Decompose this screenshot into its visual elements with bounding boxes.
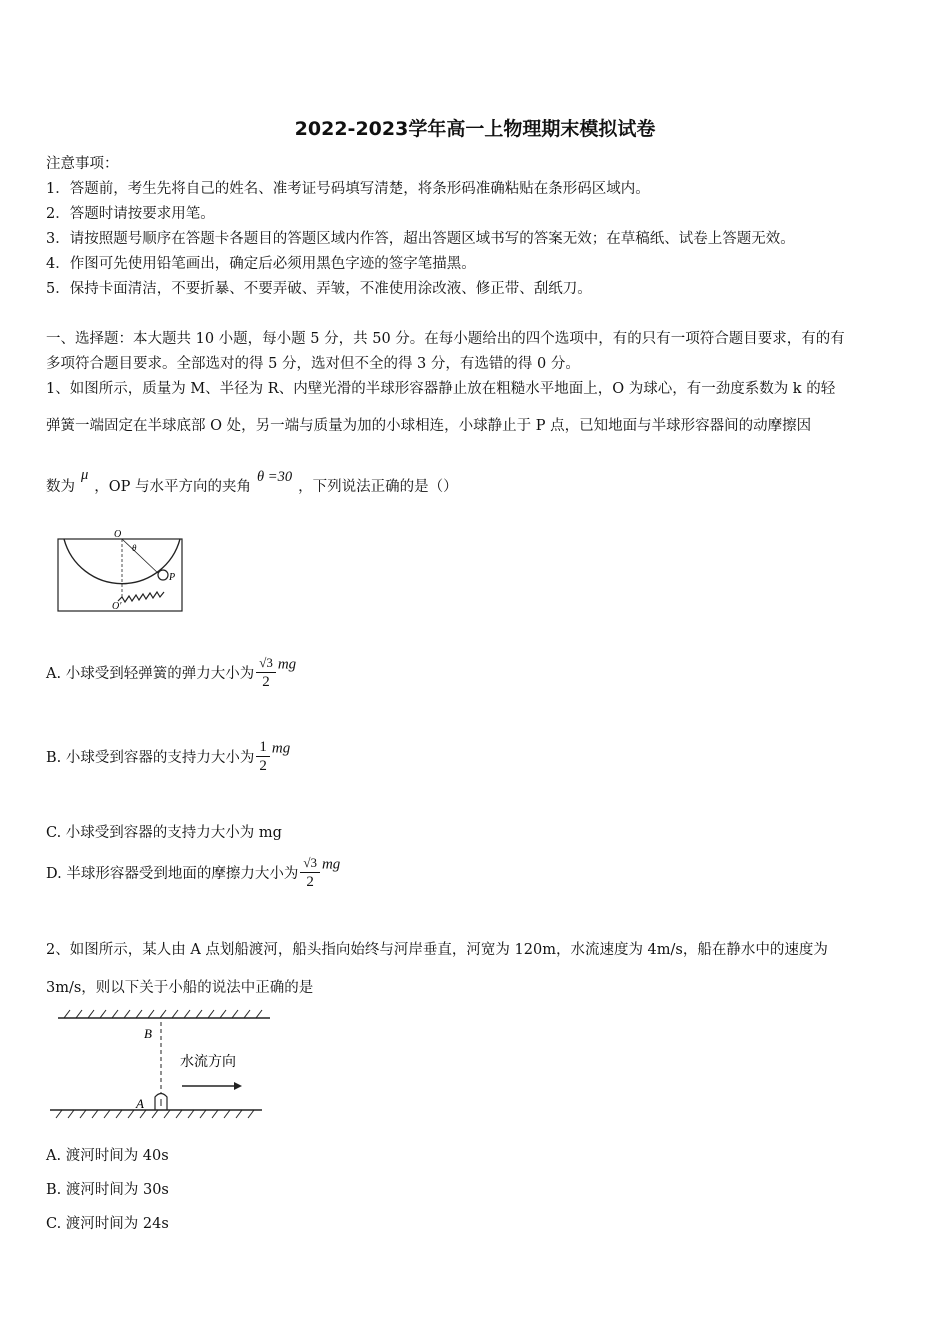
q1-figure xyxy=(50,525,190,620)
page-title: 2022-2023学年高一上物理期末模拟试卷 xyxy=(294,118,656,140)
q1-option-a-text: A. 小球受到轻弹簧的弹力大小为 xyxy=(46,666,255,682)
label-a: A xyxy=(136,1096,144,1111)
section-intro-line-2: 多项符合题目要求。全部选对的得 5 分，选对但不全的得 3 分，有选错的得 0 分。 xyxy=(46,356,580,372)
label-water-flow: 水流方向 xyxy=(180,1054,236,1070)
label-p: P xyxy=(169,572,176,583)
fraction-sqrt3-over-2: $\frac{√3}{2}$ xyxy=(300,854,320,891)
label-o-bottom: O′ xyxy=(112,601,122,612)
q1-option-d-text: D. 半球形容器受到地面的摩擦力大小为 xyxy=(46,866,299,882)
notice-item-2: 2．答题时请按要求用笔。 xyxy=(46,206,215,222)
section-intro-line-1: 一、选择题：本大题共 10 小题，每小题 5 分，共 50 分。在每小题给出的四个选项中，有的只有一项符合题目要求，有的有 xyxy=(46,331,845,347)
q2-figure xyxy=(44,1004,274,1132)
notice-item-5: 5．保持卡面清洁，不要折暴、不要弄破、弄皱，不准使用涂改液、修正带、刮纸刀。 xyxy=(46,281,592,297)
label-b: B xyxy=(144,1026,152,1041)
notice-heading: 注意事项： xyxy=(46,156,119,172)
fraction-1-over-2: $\frac{1}{2}$ xyxy=(256,738,270,775)
q1-text-c: ，下列说法正确的是（） xyxy=(298,479,458,495)
q2-stem-line-1: 2、如图所示，某人由 A 点划船渡河，船头指向始终与河岸垂直，河宽为 120m，水流速度为 4m/s，船在静水中的速度为 xyxy=(46,942,828,958)
q1-text-a: 数为 xyxy=(46,479,75,495)
theta-value: θ =30 xyxy=(257,469,293,485)
q1-stem-line-2: 弹簧一端固定在半球底部 O 处，另一端与质量为加的小球相连，小球静止于 P 点，已知地面与半球形容器间的动摩擦因 xyxy=(46,418,812,434)
q1-option-d[interactable]: D. 半球形容器受到地面的摩擦力大小为 $\frac{√3}{2}$ mg xyxy=(46,855,341,890)
q2-option-a[interactable]: A. 渡河时间为 40s xyxy=(46,1148,169,1164)
label-theta: θ xyxy=(132,543,137,553)
q1-option-c[interactable]: C. 小球受到容器的支持力大小为 mg xyxy=(46,825,282,841)
q1-option-b[interactable]: B. 小球受到容器的支持力大小为 $\frac{1}{2}$ mg xyxy=(46,739,291,774)
mu-symbol: μ xyxy=(81,467,89,483)
q1-option-b-text: B. 小球受到容器的支持力大小为 xyxy=(46,750,255,766)
q1-stem-line-3 xyxy=(46,467,458,496)
q2-option-b[interactable]: B. 渡河时间为 30s xyxy=(46,1182,169,1198)
arrow-right-icon xyxy=(234,1082,242,1090)
q1-text-b: ，OP 与水平方向的夹角 xyxy=(94,479,252,495)
q1-stem-line-1: 1、如图所示，质量为 M、半径为 R、内壁光滑的半球形容器静止放在粗糙水平地面上，O 为球心，有一劲度系数为 k 的轻 xyxy=(46,381,836,397)
notice-item-4: 4．作图可先使用铅笔画出，确定后必须用黑色字迹的签字笔描黑。 xyxy=(46,256,476,272)
fraction-sqrt3-over-2: $\frac{√3}{2}$ xyxy=(256,654,276,691)
label-o-top: O xyxy=(114,529,122,540)
q2-stem-line-2: 3m/s，则以下关于小船的说法中正确的是 xyxy=(46,980,314,996)
notice-item-1: 1．答题前，考生先将自己的姓名、准考证号码填写清楚，将条形码准确粘贴在条形码区域内。 xyxy=(46,181,650,197)
q1-option-a[interactable]: A. 小球受到轻弹簧的弹力大小为 $\frac{√3}{2}$ mg xyxy=(46,655,297,690)
q2-option-c[interactable]: C. 渡河时间为 24s xyxy=(46,1216,169,1232)
notice-item-3: 3．请按照题号顺序在答题卡各题目的答题区域内作答，超出答题区域书写的答案无效；在草稿纸、试卷上答题无效。 xyxy=(46,231,795,247)
